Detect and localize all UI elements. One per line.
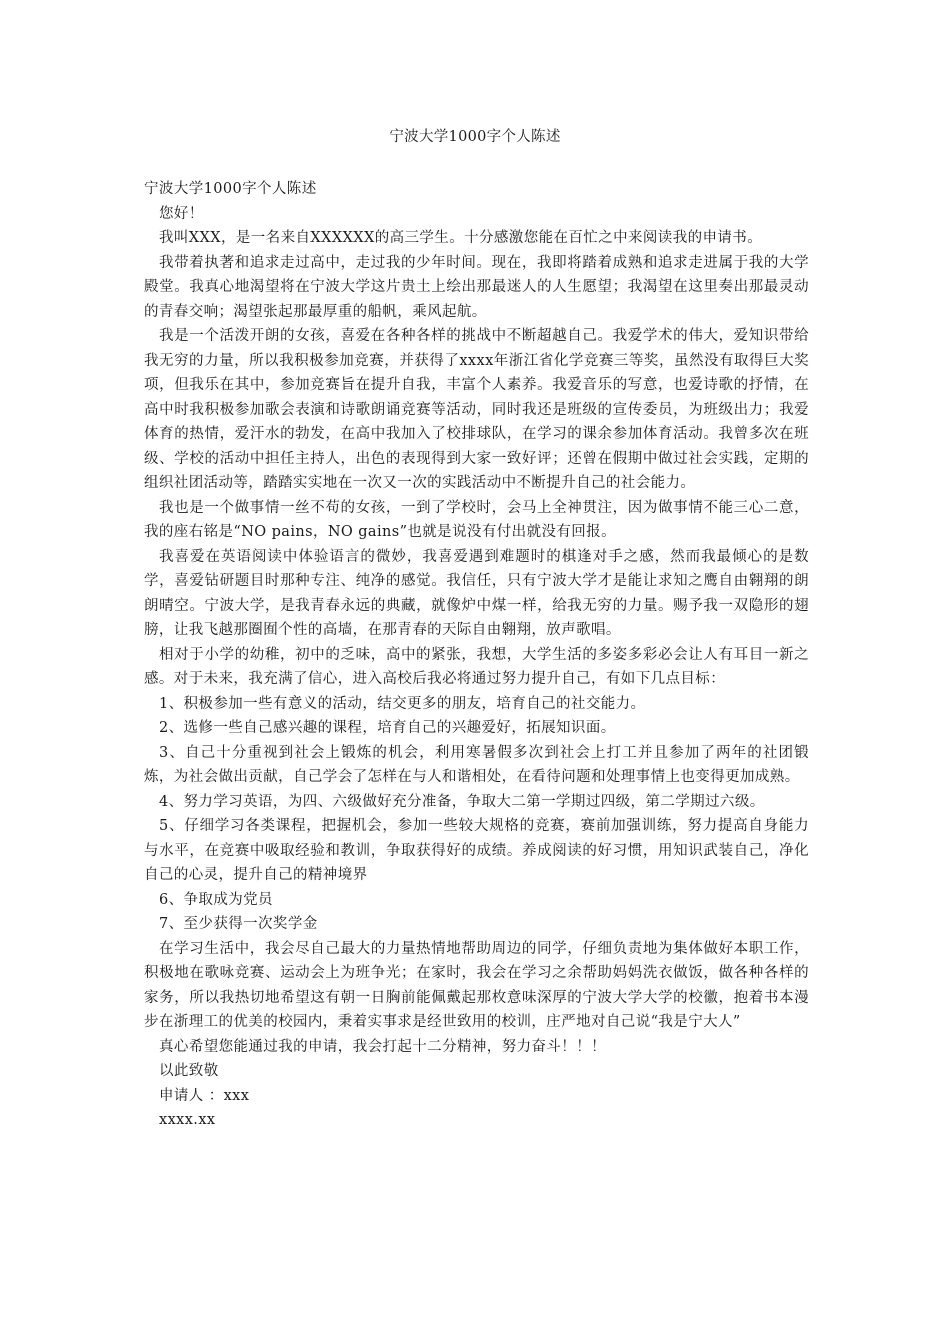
- document-body: [144, 177, 809, 1133]
- goal-item-6: 6、争取成为党员: [159, 891, 273, 908]
- paragraph-hope: 真心希望您能通过我的申请，我会打起十二分精神，努力奋斗！！！: [159, 1038, 606, 1055]
- greeting: 您好！: [159, 205, 204, 222]
- paragraph-life: 在学习生活中，我会尽自己最大的力量热情地帮助周边的同学，仔细负责地为集体做好本职工作，积极地在歌咏竞赛、运动会上为班争光；在家时，我会在学习之余帮助妈妈洗衣做饭，做各种各样的家务，所以我热切地希望这有朝一日胸前能佩戴起那枚意味深厚的宁波大学大学的校徽，抱着书本漫步在浙理工的优美的校园内，秉着实事求是经世致用的校训，庄严地对自己说“我是宁大人”: [144, 940, 809, 1030]
- goal-item-3: 3、自己十分重视到社会上锻炼的机会，利用寒暑假多次到社会上打工并且参加了两年的社团锻炼，为社会做出贡献，自己学会了怎样在与人和谐相处，在看待问题和处理事情上也变得更加成熟。: [144, 744, 809, 785]
- paragraph-diligence: 我也是一个做事情一丝不苟的女孩，一到了学校时，会马上全神贯注，因为做事情不能三心二意，我的座右铭是“NO pains，NO gains”也就是说没有付出就没有回报。: [144, 499, 809, 540]
- paragraph-goals-intro: 相对于小学的幼稚，初中的乏味，高中的紧张，我想，大学生活的多姿多彩必会让人有耳目一新之感。对于未来，我充满了信心，进入高校后我必将通过努力提升自己，有如下几点目标：: [144, 646, 809, 687]
- goal-item-1: 1、积极参加一些有意义的活动，结交更多的朋友，培育自己的社交能力。: [159, 695, 646, 712]
- paragraph-intro: 我叫XXX，是一名来自XXXXXX的高三学生。十分感激您能在百忙之中来阅读我的申请书。: [159, 230, 763, 246]
- goal-item-7: 7、至少获得一次奖学金: [159, 916, 318, 932]
- closing: 以此致敬: [159, 1063, 219, 1079]
- document-heading: 宁波大学1000字个人陈述: [144, 181, 317, 197]
- paragraph-interests: 我喜爱在英语阅读中体验语言的微妙，我喜爱遇到难题时的棋逢对手之感，然而我最倾心的是数学，喜爱钻研题目时那种专注、纯净的感觉。我信任，只有宁波大学才是能让求知之鹰自由翱翔的朗朗晴空。宁波大学，是我青春永远的典藏，就像炉中煤一样，给我无穷的力量。赐予我一双隐形的翅膀，让我飞越那圈囿个性的高墙，在那青春的天际自由翱翔，放声歌唱。: [144, 548, 809, 638]
- date: xxxx.xx: [159, 1112, 216, 1128]
- paragraph-personality: 我是一个活泼开朗的女孩，喜爱在各种各样的挑战中不断超越自己。我爱学术的伟大，爱知识带给我无穷的力量，所以我积极参加竞赛，并获得了xxxx年浙江省化学竞赛三等奖，虽然没有取得巨大奖项，但我乐在其中，参加竞赛旨在提升自我，丰富个人素养。我爱音乐的写意，也爱诗歌的抒情，在高中时我积极参加歌会表演和诗歌朗诵竞赛等活动，同时我还是班级的宣传委员，为班级出力；我爱体育的热情，爱汗水的勃发，在高中我加入了校排球队，在学习的课余参加体育活动。我曾多次在班级、学校的活动中担任主持人，出色的表现得到大家一致好评；还曾在假期中做过社会实践，定期的组织社团活动等，踏踏实实地在一次又一次的实践活动中不断提升自己的社会能力。: [144, 328, 809, 491]
- goal-item-5: 5、仔细学习各类课程，把握机会，参加一些较大规格的竞赛，赛前加强训练，努力提高自身能力与水平，在竞赛中吸取经验和教训，争取获得好的成绩。养成阅读的好习惯，用知识武装自己，净化自己的心灵，提升自己的精神境界: [144, 818, 809, 883]
- goal-item-4: 4、努力学习英语，为四、六级做好充分准备，争取大二第一学期过四级，第二学期过六级。: [159, 793, 765, 810]
- paragraph-aspiration: 我带着执著和追求走过高中，走过我的少年时间。现在，我即将踏着成熟和追求走进属于我的大学殿堂。我真心地渴望将在宁波大学这片贵土上绘出那最迷人的人生愿望；我渴望在这里奏出那最灵动的青春交响；渴望张起那最厚重的船帆，乘风起航。: [144, 254, 809, 320]
- goal-item-2: 2、选修一些自己感兴趣的课程，培育自己的兴趣爱好，拓展知识面。: [159, 720, 616, 736]
- document-title: 宁波大学1000字个人陈述: [389, 129, 561, 145]
- applicant: 申请人 ：xxx: [159, 1087, 250, 1104]
